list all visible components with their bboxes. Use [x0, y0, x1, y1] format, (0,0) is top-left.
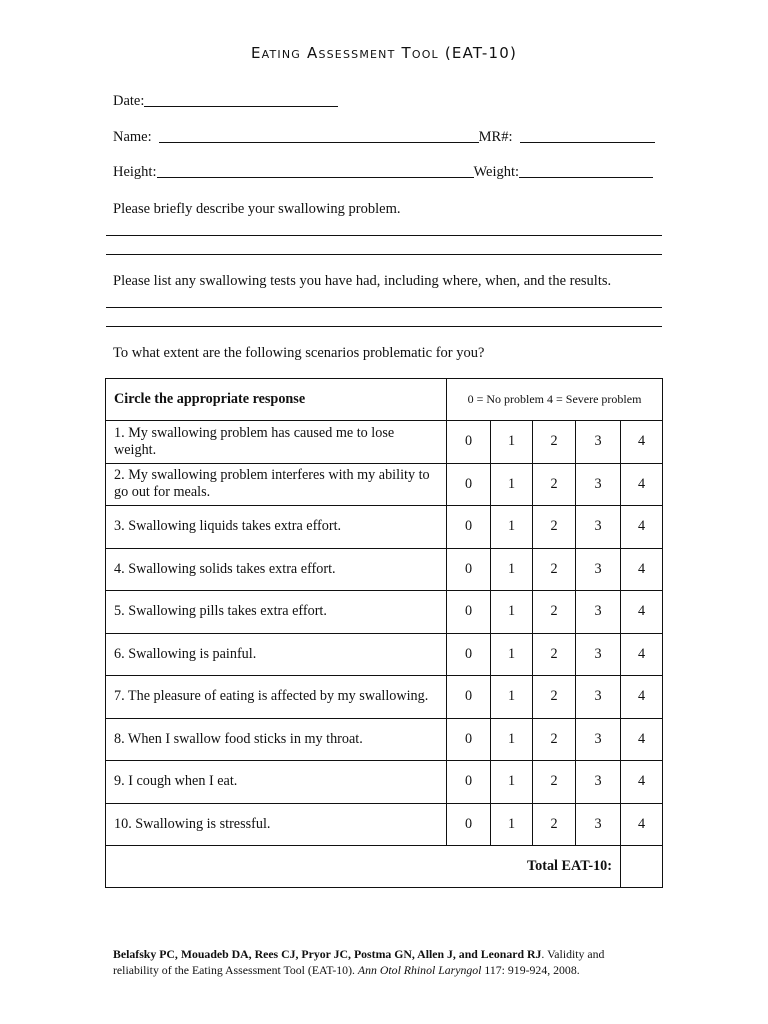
describe-answer-line-1[interactable]: [106, 235, 662, 236]
weight-input-line[interactable]: [519, 163, 653, 178]
score-option-3[interactable]: 3: [576, 548, 621, 591]
question-text: 5. Swallowing pills takes extra effort.: [106, 591, 447, 634]
score-option-3[interactable]: 3: [576, 506, 621, 549]
score-option-2[interactable]: 2: [533, 803, 576, 846]
score-option-1[interactable]: 1: [491, 506, 533, 549]
score-option-4[interactable]: 4: [621, 633, 663, 676]
score-option-4[interactable]: 4: [621, 463, 663, 506]
tests-answer-line-2[interactable]: [106, 326, 662, 327]
score-option-0[interactable]: 0: [447, 463, 491, 506]
height-field[interactable]: [113, 163, 653, 181]
score-option-4[interactable]: 4: [621, 761, 663, 804]
table-row: [106, 803, 663, 846]
describe-answer-line-2[interactable]: [106, 254, 662, 255]
question-text: 2. My swallowing problem interferes with my ability to go out for meals.: [106, 463, 447, 506]
score-option-0[interactable]: 0: [447, 548, 491, 591]
citation-authors: Belafsky PC, Mouadeb DA, Rees CJ, Pryor JC, Postma GN, Allen J, and Leonard RJ: [113, 947, 542, 961]
score-option-0[interactable]: 0: [447, 803, 491, 846]
form-title: Eating Assessment Tool (EAT-10): [250, 44, 518, 62]
table-row: [106, 421, 663, 464]
score-option-1[interactable]: 1: [491, 548, 533, 591]
score-option-2[interactable]: 2: [533, 548, 576, 591]
question-text: 7. The pleasure of eating is affected by my swallowing.: [106, 676, 447, 719]
name-input-line[interactable]: [159, 128, 479, 143]
weight-label: Weight:: [473, 164, 520, 180]
eat10-table: [105, 378, 663, 888]
question-text: 1. My swallowing problem has caused me to lose weight.: [106, 421, 447, 464]
table-row: [106, 548, 663, 591]
table-row: [106, 463, 663, 506]
score-option-4[interactable]: 4: [621, 591, 663, 634]
height-input-line[interactable]: [157, 163, 474, 178]
score-option-2[interactable]: 2: [533, 506, 576, 549]
score-option-1[interactable]: 1: [491, 591, 533, 634]
score-option-4[interactable]: 4: [621, 676, 663, 719]
score-option-3[interactable]: 3: [576, 421, 621, 464]
table-row: [106, 676, 663, 719]
score-option-4[interactable]: 4: [621, 506, 663, 549]
table-row: [106, 718, 663, 761]
question-text: 10. Swallowing is stressful.: [106, 803, 447, 846]
name-label: Name:: [113, 129, 152, 145]
score-option-2[interactable]: 2: [533, 463, 576, 506]
citation-journal: Ann Otol Rhinol Laryngol: [357, 963, 482, 977]
tests-prompt: Please list any swallowing tests you have had, including where, when, and the results.: [113, 273, 612, 289]
question-text: 4. Swallowing solids takes extra effort.: [106, 548, 447, 591]
score-option-2[interactable]: 2: [533, 633, 576, 676]
describe-prompt: Please briefly describe your swallowing problem.: [113, 201, 401, 217]
score-option-1[interactable]: 1: [491, 803, 533, 846]
height-label: Height:: [113, 164, 157, 180]
date-label: Date:: [113, 93, 145, 109]
score-option-3[interactable]: 3: [576, 633, 621, 676]
question-text: 6. Swallowing is painful.: [106, 633, 447, 676]
score-option-1[interactable]: 1: [491, 633, 533, 676]
citation-details: 117: 919-924, 2008.: [481, 963, 580, 977]
table-row: [106, 633, 663, 676]
total-row: [106, 846, 663, 888]
score-option-1[interactable]: 1: [491, 676, 533, 719]
tests-answer-line-1[interactable]: [106, 307, 662, 308]
score-option-3[interactable]: 3: [576, 803, 621, 846]
score-option-2[interactable]: 2: [533, 761, 576, 804]
score-option-2[interactable]: 2: [533, 591, 576, 634]
total-label: Total EAT-10:: [106, 846, 621, 888]
date-field[interactable]: [113, 92, 338, 110]
date-input-line[interactable]: [144, 92, 338, 107]
name-field[interactable]: [113, 128, 655, 146]
question-text: 3. Swallowing liquids takes extra effort.: [106, 506, 447, 549]
score-option-0[interactable]: 0: [447, 676, 491, 719]
score-option-0[interactable]: 0: [447, 421, 491, 464]
mr-label: MR#:: [478, 129, 513, 145]
extent-prompt: To what extent are the following scenarios problematic for you?: [113, 345, 485, 361]
question-text: 8. When I swallow food sticks in my throat.: [106, 718, 447, 761]
score-option-0[interactable]: 0: [447, 718, 491, 761]
score-option-2[interactable]: 2: [533, 421, 576, 464]
citation-title: . Validity and reliability of the Eating Assessment Tool (EAT-10).: [113, 947, 605, 977]
score-option-1[interactable]: 1: [491, 463, 533, 506]
score-option-3[interactable]: 3: [576, 718, 621, 761]
score-option-1[interactable]: 1: [491, 421, 533, 464]
score-option-3[interactable]: 3: [576, 761, 621, 804]
table-row: [106, 506, 663, 549]
table-header-label: Circle the appropriate response: [106, 379, 447, 421]
score-option-1[interactable]: 1: [491, 761, 533, 804]
score-option-1[interactable]: 1: [491, 718, 533, 761]
question-text: 9. I cough when I eat.: [106, 761, 447, 804]
score-option-3[interactable]: 3: [576, 591, 621, 634]
score-option-3[interactable]: 3: [576, 676, 621, 719]
score-option-0[interactable]: 0: [447, 591, 491, 634]
score-option-0[interactable]: 0: [447, 761, 491, 804]
score-option-3[interactable]: 3: [576, 463, 621, 506]
score-option-2[interactable]: 2: [533, 676, 576, 719]
citation: [113, 946, 653, 978]
total-score-box[interactable]: [621, 846, 663, 888]
score-option-4[interactable]: 4: [621, 548, 663, 591]
scale-legend: 0 = No problem 4 = Severe problem: [447, 379, 663, 421]
mr-input-line[interactable]: [520, 128, 655, 143]
table-row: [106, 591, 663, 634]
score-option-4[interactable]: 4: [621, 421, 663, 464]
score-option-0[interactable]: 0: [447, 633, 491, 676]
score-option-0[interactable]: 0: [447, 506, 491, 549]
score-option-4[interactable]: 4: [621, 718, 663, 761]
score-option-2[interactable]: 2: [533, 718, 576, 761]
table-row: [106, 761, 663, 804]
score-option-4[interactable]: 4: [621, 803, 663, 846]
